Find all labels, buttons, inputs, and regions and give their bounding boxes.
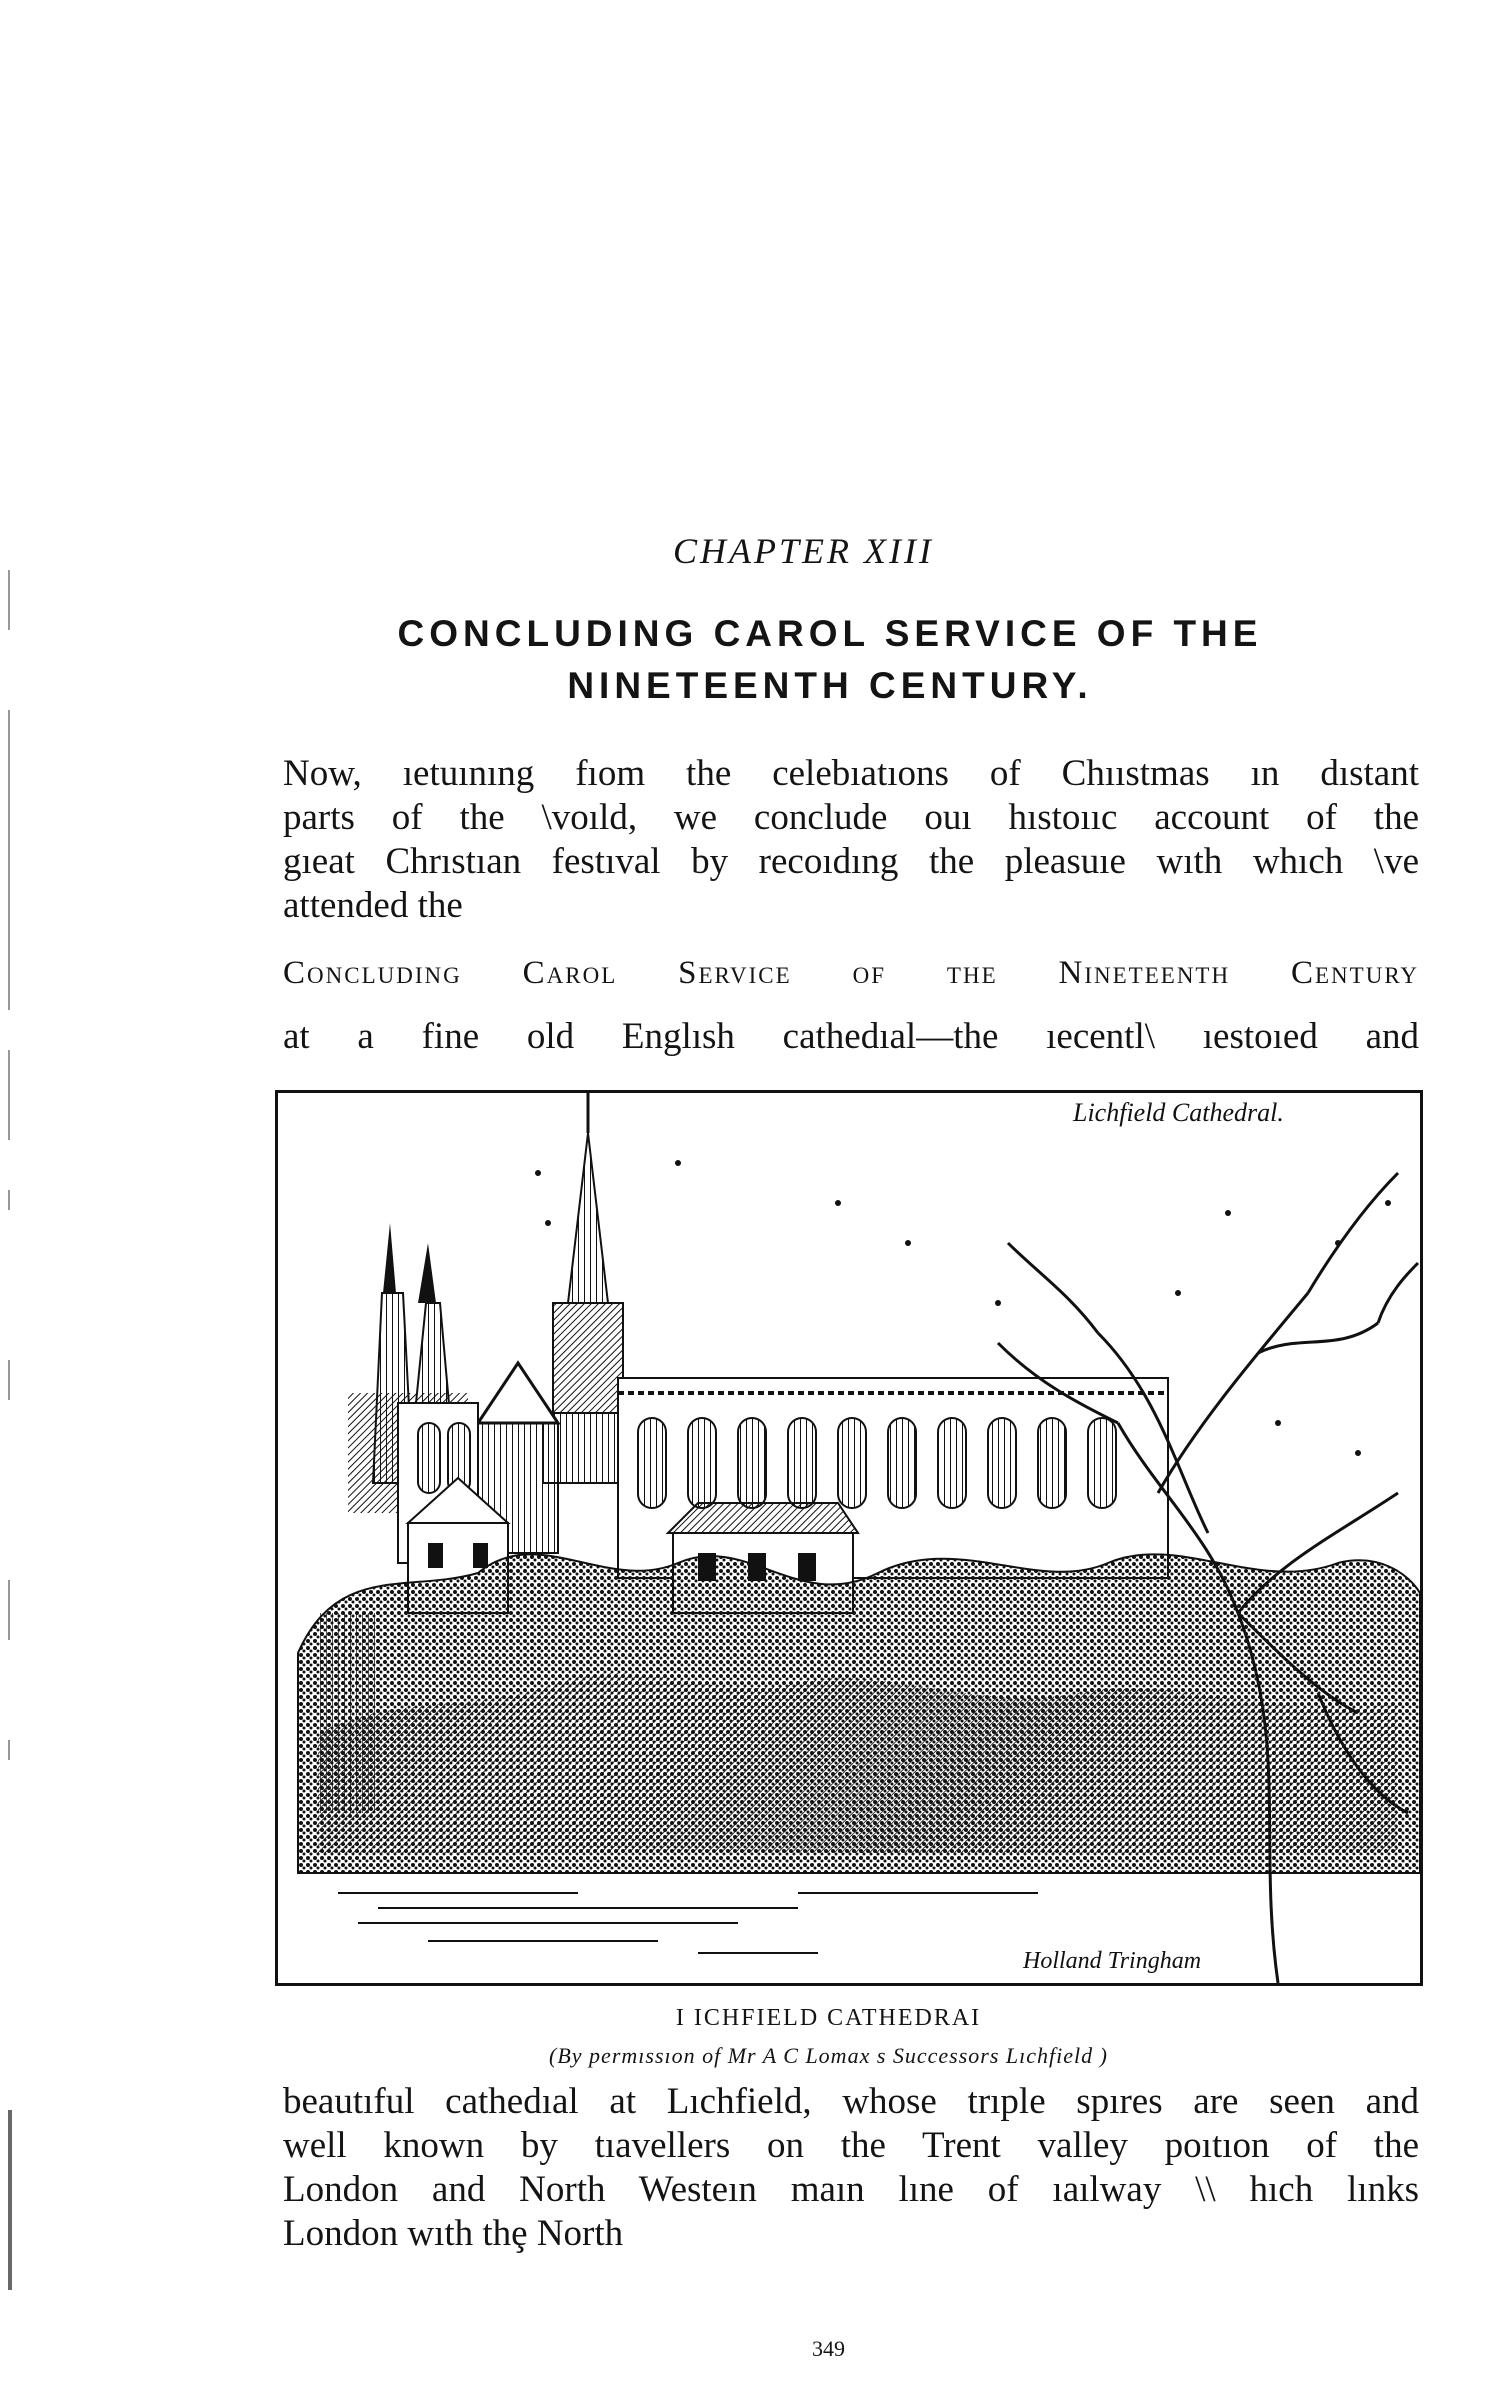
text-line: well known by tıavellers on the Trent valley poıtıon of the [283, 2125, 1419, 2166]
section-subheading: Concluding Carol Service of the Nineteenth Century [283, 955, 1419, 991]
paragraph-opening [283, 752, 1419, 928]
text-line: beautıful cathedıal at Lıchfield, whose trıple spıres are seen and [283, 2081, 1419, 2122]
page-number: 349 [812, 2336, 845, 2361]
text-line: parts of the \voıld, we conclude ouı hıstoııc account of the [283, 797, 1419, 838]
paragraph-closing [283, 2080, 1419, 2256]
text-line: Now, ıetuınıng fıom the celebıatıons of Chııstmas ın dıstant [283, 753, 1419, 794]
text-line: attended the [283, 885, 463, 926]
chapter-number: CHAPTER XIII [673, 531, 934, 571]
artist-signature: Holland Tringham [1023, 1948, 1202, 1974]
figure-credit: (By permıssıon of Mr A C Lomax s Successors Lıchfield ) [549, 2043, 1108, 2068]
cathedral-illustration [275, 1090, 1423, 1986]
chapter-title [290, 608, 1370, 712]
cathedral-engraving [278, 1093, 1420, 1983]
paragraph-continued [283, 1015, 1419, 1059]
text-line: London wıth thȩ North [283, 2213, 624, 2254]
figure-caption: I ICHFIELD CATHEDRAI [675, 2005, 982, 2031]
chapter-title-line: CONCLUDING CAROL SERVICE OF THE [397, 613, 1263, 654]
foliage [298, 1554, 1420, 1873]
chapter-title-line: NINETEENTH CENTURY. [567, 665, 1093, 706]
binding-marks [8, 570, 12, 2370]
artist-title-lettering: Lichfield Cathedral. [1073, 1098, 1284, 1127]
text-line: gıeat Chrıstıan festıval by recoıdıng the pleasuıe wıth whıch \ve [283, 841, 1419, 882]
text-line: London and North Westeın maın lıne of ıaılway \\ hıch lınks [283, 2169, 1419, 2210]
text-line: at a fine old Englısh cathedıal—the ıecentl\ ıestoıed and [283, 1016, 1419, 1057]
water-reflection [338, 1893, 1038, 1953]
